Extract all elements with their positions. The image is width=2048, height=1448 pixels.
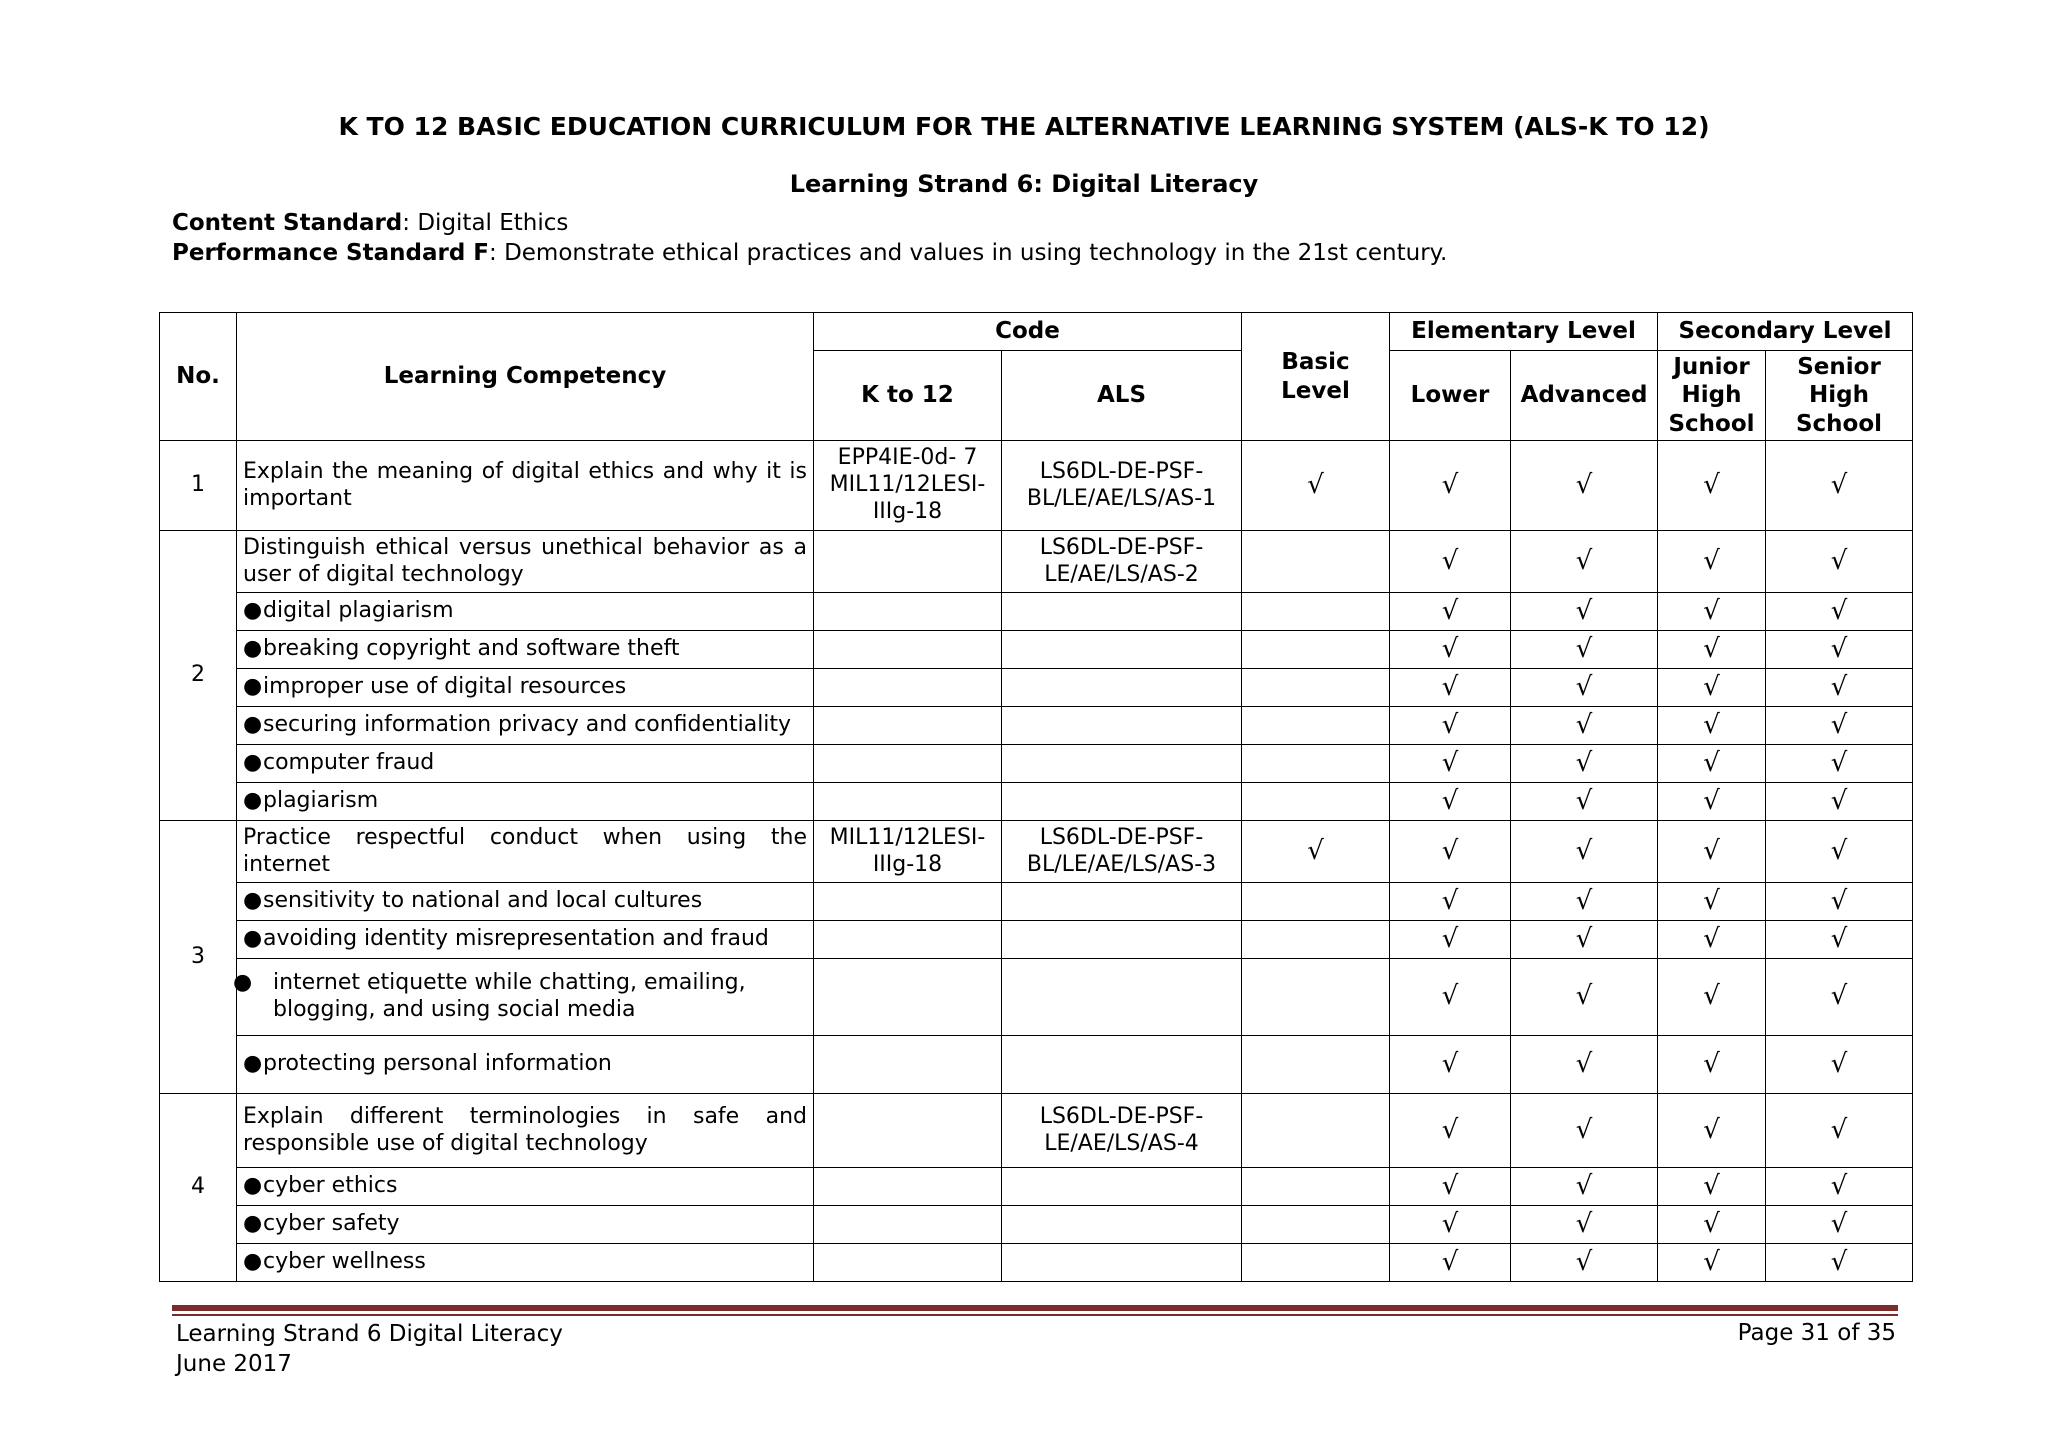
bullet-icon: ● <box>243 788 263 814</box>
document-title: K TO 12 BASIC EDUCATION CURRICULUM FOR THE ALTERNATIVE LEARNING SYSTEM (ALS-K TO 12) <box>338 112 1710 141</box>
sub-competency-text: cyber ethics <box>263 1173 398 1199</box>
lower-check: √ <box>1390 821 1511 883</box>
sub-competency <box>237 707 814 745</box>
junior-check: √ <box>1658 707 1766 745</box>
performance-standard-label: Performance Standard F <box>172 240 490 266</box>
bullet-icon: ● <box>243 1249 263 1275</box>
bullet-icon: ● <box>243 674 263 700</box>
sub-competency <box>237 1168 814 1206</box>
k12-code: MIL11/12LESI-IIIg-18 <box>814 821 1002 883</box>
sub-competency-text: breaking copyright and software theft <box>263 636 680 662</box>
senior-check: √ <box>1766 593 1913 631</box>
sub-competency <box>237 1036 814 1094</box>
junior-check: √ <box>1658 921 1766 959</box>
row-number: 3 <box>160 821 237 1094</box>
header-lower: Lower <box>1390 351 1511 441</box>
performance-standard <box>172 240 1447 266</box>
advanced-check: √ <box>1511 1036 1658 1094</box>
senior-check: √ <box>1766 783 1913 821</box>
advanced-check: √ <box>1511 821 1658 883</box>
bullet-icon: ● <box>243 926 263 952</box>
content-standard-value: : Digital Ethics <box>402 210 569 236</box>
row-number: 4 <box>160 1094 237 1282</box>
senior-check: √ <box>1766 1168 1913 1206</box>
advanced-check: √ <box>1511 745 1658 783</box>
als-code <box>1002 1168 1242 1206</box>
bullet-icon: ● <box>243 636 263 662</box>
lower-check: √ <box>1390 1168 1511 1206</box>
table-row <box>160 531 1913 593</box>
k12-code <box>814 1036 1002 1094</box>
sub-competency-text: sensitivity to national and local cultures <box>263 888 703 914</box>
sub-competency-text: improper use of digital resources <box>263 674 627 700</box>
als-code <box>1002 745 1242 783</box>
sub-competency <box>237 1244 814 1282</box>
table-row <box>160 783 1913 821</box>
als-code <box>1002 1206 1242 1244</box>
sub-competency-text: avoiding identity misrepresentation and fraud <box>263 926 769 952</box>
header-elementary-level: Elementary Level <box>1390 313 1658 351</box>
k12-code <box>814 783 1002 821</box>
k12-code <box>814 631 1002 669</box>
sub-competency <box>237 883 814 921</box>
advanced-check: √ <box>1511 959 1658 1036</box>
learning-competency: Explain the meaning of digital ethics and why it is important <box>237 441 814 531</box>
bullet-icon: ● <box>243 1211 263 1237</box>
junior-check: √ <box>1658 745 1766 783</box>
table-row <box>160 1094 1913 1168</box>
table-row <box>160 883 1913 921</box>
sub-competency-text: plagiarism <box>263 788 379 814</box>
k12-code <box>814 883 1002 921</box>
sub-competency <box>237 669 814 707</box>
advanced-check: √ <box>1511 883 1658 921</box>
junior-check: √ <box>1658 631 1766 669</box>
sub-competency-text: protecting personal information <box>263 1051 612 1077</box>
header-learning-competency: Learning Competency <box>237 313 814 441</box>
junior-check: √ <box>1658 959 1766 1036</box>
bullet-icon: ● <box>243 1051 263 1077</box>
basic-level-check: √ <box>1242 441 1390 531</box>
content-standard-label: Content Standard <box>172 210 403 236</box>
advanced-check: √ <box>1511 707 1658 745</box>
als-code <box>1002 631 1242 669</box>
advanced-check: √ <box>1511 441 1658 531</box>
table-row <box>160 1244 1913 1282</box>
bullet-icon: ● <box>243 598 263 624</box>
sub-competency <box>237 783 814 821</box>
learning-competency: Explain different terminologies in safe and responsible use of digital technology <box>237 1094 814 1168</box>
sub-competency <box>237 921 814 959</box>
als-code <box>1002 1244 1242 1282</box>
performance-standard-value: : Demonstrate ethical practices and values in using technology in the 21st century. <box>489 240 1448 266</box>
advanced-check: √ <box>1511 669 1658 707</box>
sub-competency-text: digital plagiarism <box>263 598 454 624</box>
basic-level-check: √ <box>1242 821 1390 883</box>
sub-competency <box>237 1206 814 1244</box>
bullet-icon: ● <box>243 888 263 914</box>
learning-competency: Distinguish ethical versus unethical behavior as a user of digital technology <box>237 531 814 593</box>
junior-check: √ <box>1658 441 1766 531</box>
sub-competency-text: computer fraud <box>263 750 435 776</box>
advanced-check: √ <box>1511 921 1658 959</box>
bullet-icon: ● <box>243 712 263 738</box>
basic-level-check <box>1242 707 1390 745</box>
als-code <box>1002 1036 1242 1094</box>
table-row <box>160 593 1913 631</box>
header-code: Code <box>814 313 1242 351</box>
senior-check: √ <box>1766 1094 1913 1168</box>
k12-code <box>814 669 1002 707</box>
senior-check: √ <box>1766 1036 1913 1094</box>
lower-check: √ <box>1390 1036 1511 1094</box>
basic-level-check <box>1242 631 1390 669</box>
table-row <box>160 441 1913 531</box>
senior-check: √ <box>1766 959 1913 1036</box>
k12-code <box>814 1244 1002 1282</box>
table-row <box>160 631 1913 669</box>
bullet-icon: ● <box>233 970 253 996</box>
footer-strand-name: Learning Strand 6 Digital Literacy <box>176 1321 563 1347</box>
lower-check: √ <box>1390 1094 1511 1168</box>
lower-check: √ <box>1390 707 1511 745</box>
advanced-check: √ <box>1511 1094 1658 1168</box>
advanced-check: √ <box>1511 593 1658 631</box>
sub-competency <box>237 593 814 631</box>
als-code <box>1002 883 1242 921</box>
header-k-to-12: K to 12 <box>814 351 1002 441</box>
table-row <box>160 1036 1913 1094</box>
k12-code <box>814 745 1002 783</box>
advanced-check: √ <box>1511 531 1658 593</box>
junior-check: √ <box>1658 593 1766 631</box>
k12-code <box>814 707 1002 745</box>
lower-check: √ <box>1390 1244 1511 1282</box>
basic-level-check <box>1242 959 1390 1036</box>
basic-level-check <box>1242 531 1390 593</box>
header-als: ALS <box>1002 351 1242 441</box>
competency-table <box>159 312 1913 1282</box>
footer-left <box>176 1320 563 1380</box>
als-code: LS6DL-DE-PSF-BL/LE/AE/LS/AS-1 <box>1002 441 1242 531</box>
advanced-check: √ <box>1511 1206 1658 1244</box>
learning-competency: Practice respectful conduct when using the internet <box>237 821 814 883</box>
k12-code <box>814 1168 1002 1206</box>
header-advanced: Advanced <box>1511 351 1658 441</box>
sub-competency <box>237 745 814 783</box>
als-code <box>1002 783 1242 821</box>
k12-code <box>814 593 1002 631</box>
junior-check: √ <box>1658 1036 1766 1094</box>
table-row <box>160 821 1913 883</box>
k12-code: EPP4IE-0d- 7 MIL11/12LESI-IIIg-18 <box>814 441 1002 531</box>
k12-code <box>814 959 1002 1036</box>
basic-level-check <box>1242 745 1390 783</box>
junior-check: √ <box>1658 1244 1766 1282</box>
header-senior-high-school: Senior High School <box>1766 351 1913 441</box>
als-code <box>1002 669 1242 707</box>
advanced-check: √ <box>1511 1244 1658 1282</box>
als-code <box>1002 707 1242 745</box>
advanced-check: √ <box>1511 631 1658 669</box>
senior-check: √ <box>1766 1206 1913 1244</box>
senior-check: √ <box>1766 669 1913 707</box>
sub-competency-text: securing information privacy and confidentiality <box>263 712 792 738</box>
header-no: No. <box>160 313 237 441</box>
table-row <box>160 921 1913 959</box>
basic-level-check <box>1242 783 1390 821</box>
als-code: LS6DL-DE-PSF-LE/AE/LS/AS-2 <box>1002 531 1242 593</box>
sub-competency-text: internet etiquette while chatting, emailing, blogging, and using social media <box>273 970 746 1022</box>
lower-check: √ <box>1390 883 1511 921</box>
basic-level-check <box>1242 669 1390 707</box>
als-code <box>1002 959 1242 1036</box>
basic-level-check <box>1242 921 1390 959</box>
junior-check: √ <box>1658 669 1766 707</box>
advanced-check: √ <box>1511 783 1658 821</box>
basic-level-check <box>1242 1094 1390 1168</box>
senior-check: √ <box>1766 821 1913 883</box>
footer-divider <box>172 1305 1898 1311</box>
footer-divider-thin <box>172 1314 1898 1316</box>
header-junior-high-school: Junior High School <box>1658 351 1766 441</box>
junior-check: √ <box>1658 1168 1766 1206</box>
basic-level-check <box>1242 1036 1390 1094</box>
k12-code <box>814 531 1002 593</box>
senior-check: √ <box>1766 1244 1913 1282</box>
document-subtitle: Learning Strand 6: Digital Literacy <box>789 170 1259 198</box>
lower-check: √ <box>1390 959 1511 1036</box>
table-row <box>160 1206 1913 1244</box>
basic-level-check <box>1242 1206 1390 1244</box>
basic-level-check <box>1242 1168 1390 1206</box>
lower-check: √ <box>1390 441 1511 531</box>
table-body <box>160 441 1913 1282</box>
sub-competency-text: cyber wellness <box>263 1249 426 1275</box>
als-code: LS6DL-DE-PSF-LE/AE/LS/AS-4 <box>1002 1094 1242 1168</box>
row-number: 2 <box>160 531 237 821</box>
als-code <box>1002 921 1242 959</box>
bullet-icon: ● <box>243 1173 263 1199</box>
lower-check: √ <box>1390 631 1511 669</box>
senior-check: √ <box>1766 631 1913 669</box>
basic-level-check <box>1242 593 1390 631</box>
lower-check: √ <box>1390 1206 1511 1244</box>
junior-check: √ <box>1658 1094 1766 1168</box>
sub-competency <box>233 959 814 1036</box>
lower-check: √ <box>1390 921 1511 959</box>
bullet-icon: ● <box>243 750 263 776</box>
lower-check: √ <box>1390 783 1511 821</box>
k12-code <box>814 1206 1002 1244</box>
content-standard <box>172 210 568 236</box>
sub-competency-text: cyber safety <box>263 1211 400 1237</box>
senior-check: √ <box>1766 707 1913 745</box>
senior-check: √ <box>1766 531 1913 593</box>
lower-check: √ <box>1390 669 1511 707</box>
senior-check: √ <box>1766 745 1913 783</box>
senior-check: √ <box>1766 883 1913 921</box>
als-code: LS6DL-DE-PSF-BL/LE/AE/LS/AS-3 <box>1002 821 1242 883</box>
senior-check: √ <box>1766 921 1913 959</box>
lower-check: √ <box>1390 745 1511 783</box>
junior-check: √ <box>1658 531 1766 593</box>
footer-date: June 2017 <box>176 1350 292 1377</box>
k12-code <box>814 921 1002 959</box>
junior-check: √ <box>1658 1206 1766 1244</box>
k12-code <box>814 1094 1002 1168</box>
junior-check: √ <box>1658 883 1766 921</box>
table-row <box>160 745 1913 783</box>
header-basic-level: Basic Level <box>1242 313 1390 441</box>
footer-page-number: Page 31 of 35 <box>1737 1320 1896 1346</box>
lower-check: √ <box>1390 531 1511 593</box>
senior-check: √ <box>1766 441 1913 531</box>
row-number: 1 <box>160 441 237 531</box>
lower-check: √ <box>1390 593 1511 631</box>
table-row <box>160 959 1913 1036</box>
junior-check: √ <box>1658 821 1766 883</box>
basic-level-check <box>1242 1244 1390 1282</box>
sub-competency <box>237 631 814 669</box>
junior-check: √ <box>1658 783 1766 821</box>
header-secondary-level: Secondary Level <box>1658 313 1913 351</box>
table-row <box>160 669 1913 707</box>
advanced-check: √ <box>1511 1168 1658 1206</box>
table-row <box>160 707 1913 745</box>
basic-level-check <box>1242 883 1390 921</box>
als-code <box>1002 593 1242 631</box>
table-row <box>160 1168 1913 1206</box>
